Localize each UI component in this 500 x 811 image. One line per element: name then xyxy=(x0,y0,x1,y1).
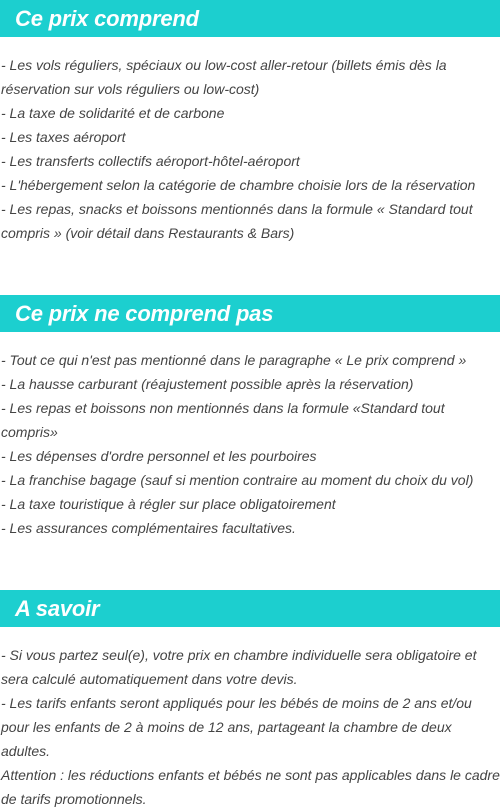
section-good-to-know xyxy=(0,590,500,811)
section-title: Ce prix ne comprend pas xyxy=(0,295,500,332)
section-body xyxy=(0,348,500,540)
section-body xyxy=(0,643,500,811)
list-item: - Les tarifs enfants seront appliqués pour les bébés de moins de 2 ans et/ou pour les enfants de 2 à moins de 12 ans, partageant la chambre de deux adultes. xyxy=(1,695,472,759)
section-price-includes xyxy=(0,0,500,245)
list-item: - Les assurances complémentaires facultatives. xyxy=(1,520,296,536)
list-item: - La franchise bagage (sauf si mention contraire au moment du choix du vol) xyxy=(1,472,474,488)
section-title: A savoir xyxy=(0,590,500,627)
list-item: - Tout ce qui n'est pas mentionné dans le paragraphe « Le prix comprend » xyxy=(1,352,467,368)
list-item: - La taxe de solidarité et de carbone xyxy=(1,105,225,121)
list-item: - Les transferts collectifs aéroport-hôtel-aéroport xyxy=(1,153,300,169)
list-item: - Les taxes aéroport xyxy=(1,129,126,145)
list-item: - Si vous partez seul(e), votre prix en chambre individuelle sera obligatoire et sera calculé automatiquement dans votre devis. xyxy=(1,647,477,687)
list-item: - La hausse carburant (réajustement possible après la réservation) xyxy=(1,376,414,392)
list-item: - Les repas et boissons non mentionnés dans la formule «Standard tout compris» xyxy=(1,400,445,440)
list-item: - L'hébergement selon la catégorie de chambre choisie lors de la réservation xyxy=(1,177,476,193)
section-price-excludes xyxy=(0,295,500,540)
list-item: Attention : les réductions enfants et bébés ne sont pas applicables dans le cadre de tarifs promotionnels. xyxy=(1,767,500,807)
list-item: - Les vols réguliers, spéciaux ou low-cost aller-retour (billets émis dès la réservation sur vols réguliers ou low-cost) xyxy=(1,57,447,97)
list-item: - La taxe touristique à régler sur place obligatoirement xyxy=(1,496,336,512)
section-body xyxy=(0,53,500,245)
list-item: - Les dépenses d'ordre personnel et les pourboires xyxy=(1,448,317,464)
list-item: - Les repas, snacks et boissons mentionnés dans la formule « Standard tout compris » (voir détail dans Restaurants & Bars) xyxy=(1,201,473,241)
section-title: Ce prix comprend xyxy=(0,0,500,37)
